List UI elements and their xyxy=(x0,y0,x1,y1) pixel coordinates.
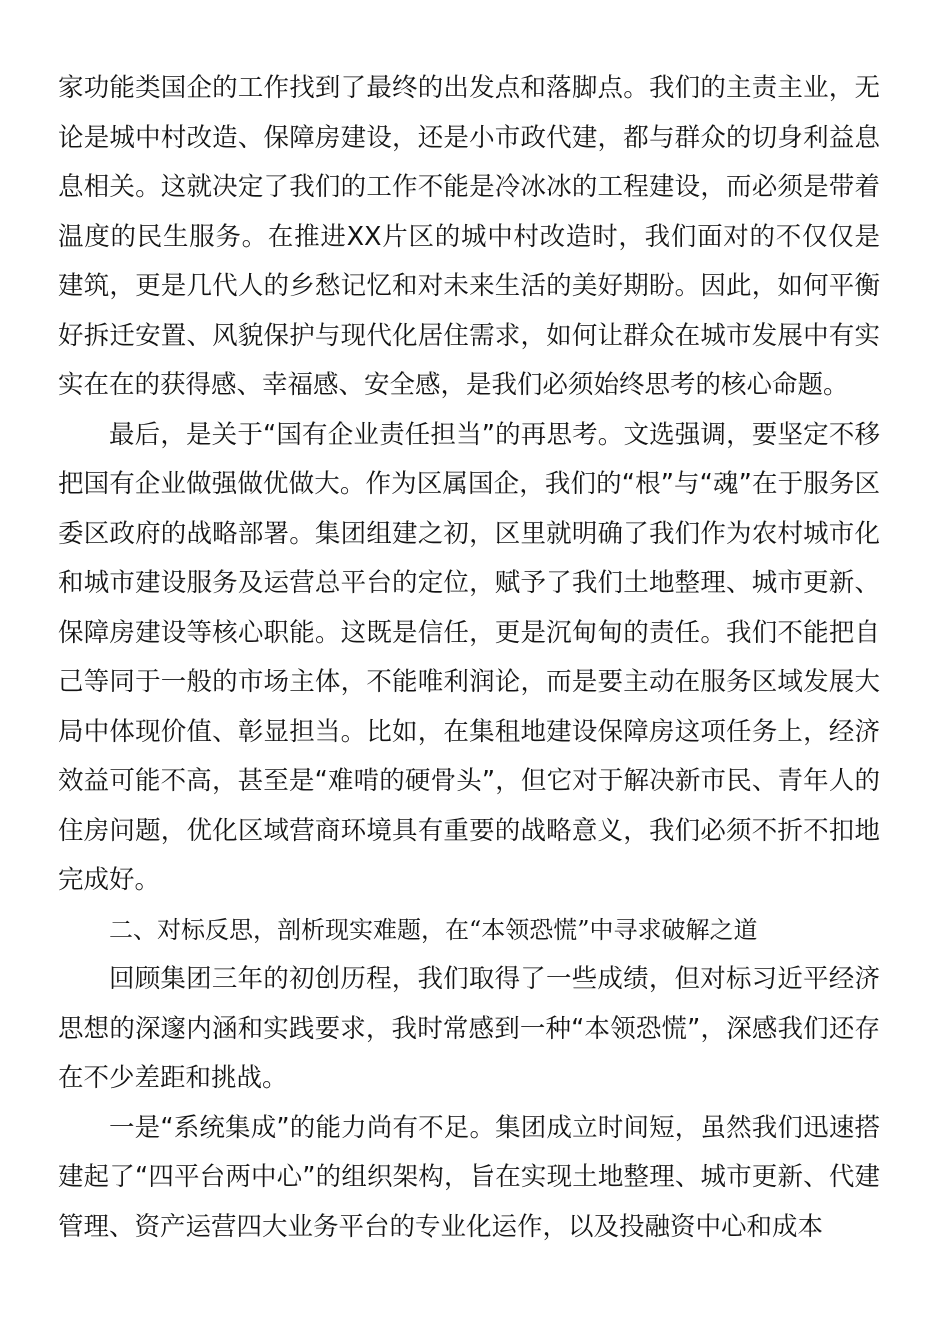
paragraph-system-integration: 一是“系统集成”的能力尚有不足。集团成立时间短，虽然我们迅速搭建起了“四平台两中心”的组织架构，旨在实现土地整理、城市更新、代建管理、资产运营四大业务平台的专业化运作，以及投融资中心和成本 xyxy=(58,1112,880,1242)
paragraph-state-enterprise-responsibility: 最后，是关于“国有企业责任担当”的再思考。文选强调，要坚定不移把国有企业做强做优做大。作为区属国企，我们的“根”与“魂”在于服务区委区政府的战略部署。集团组建之初，区里就明确了我们作为农村城市化和城市建设服务及运营总平台的定位，赋予了我们土地整理、城市更新、保障房建设等核心职能。这既是信任，更是沉甸甸的责任。我们不能把自己等同于一般的市场主体，不能唯利润论，而是要主动在服务区域发展大局中体现价值、彰显担当。比如，在集租地建设保障房这项任务上，经济效益可能不高，甚至是“难啃的硬骨头”，但它对于解决新市民、青年人的住房问题，优化区域营商环境具有重要的战略意义，我们必须不折不扣地完成好。 xyxy=(58,419,880,895)
paragraph-continued: 家功能类国企的工作找到了最终的出发点和落脚点。我们的主责主业，无论是城中村改造、保障房建设，还是小市政代建，都与群众的切身利益息息相关。这就决定了我们的工作不能是冷冰冰的工程建设，而必须是带着温度的民生服务。在推进XX片区的城中村改造时，我们面对的不仅仅是建筑，更是几代人的乡愁记忆和对未来生活的美好期盼。因此，如何平衡好拆迁安置、风貌保护与现代化居住需求，如何让群众在城市发展中有实实在在的获得感、幸福感、安全感，是我们必须始终思考的核心命题。 xyxy=(58,73,880,400)
paragraph-review: 回顾集团三年的初创历程，我们取得了一些成绩，但对标习近平经济思想的深邃内涵和实践要求，我时常感到一种“本领恐慌”，深感我们还存在不少差距和挑战。 xyxy=(58,964,880,1093)
document-page xyxy=(58,64,880,1252)
section-heading-2: 二、对标反思，剖析现实难题，在“本领恐慌”中寻求破解之道 xyxy=(109,915,758,944)
